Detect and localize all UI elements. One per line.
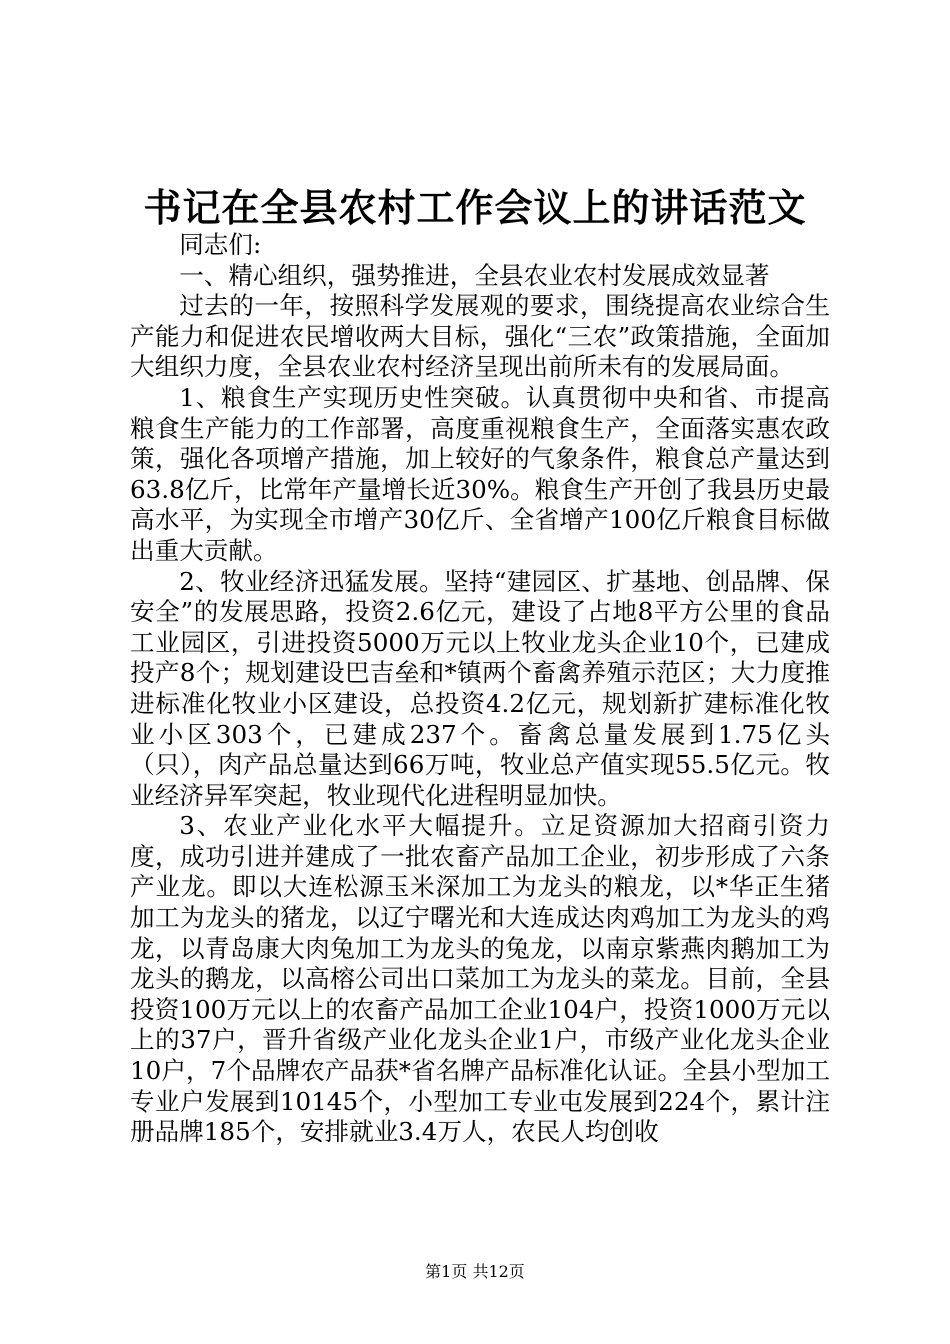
body-paragraph: 1、粮食生产实现历史性突破。认真贯彻中央和省、市提高粮食生产能力的工作部署，高度重视粮食生产，全面落实惠农政策，强化各项增产措施，加上较好的气象条件，粮食总产量达到63.8亿斤，比常年产量增长近30%。粮食生产开创了我县历史最高水平，为实现全市增产30亿斤、全省增产100亿斤粮食目标做出重大贡献。: [130, 382, 830, 565]
greeting-paragraph: 同志们:: [179, 230, 262, 259]
page-number-footer: 第1页 共12页: [425, 1262, 525, 1281]
body-paragraph: 过去的一年，按照科学发展观的要求，围绕提高农业综合生产能力和促进农民增收两大目标，强化“三农”政策措施，全面加大组织力度，全县农业农村经济呈现出前所未有的发展局面。: [130, 291, 830, 382]
document-title: 书记在全县农村工作会议上的讲话范文: [143, 185, 807, 230]
section-heading: 一、精心组织，强势推进，全县农业农村发展成效显著: [179, 260, 770, 290]
body-paragraph: 3、农业产业化水平大幅提升。立足资源加大招商引资力度，成功引进并建成了一批农畜产品加工企业，初步形成了六条产业龙。即以大连松源玉米深加工为龙头的粮龙，以*华正生猪加工为龙头的猪龙，以辽宁曙光和大连成达肉鸡加工为龙头的鸡龙，以青岛康大肉兔加工为龙头的兔龙，以南京紫燕肉鹅加工为龙头的鹅龙，以高榕公司出口菜加工为龙头的菜龙。目前，全县投资100万元以上的农畜产品加工企业104户，投资1000万元以上的37户，晋升省级产业化龙头企业1户，市级产业化龙头企业10户，7个品牌农产品获*省名牌产品标准化认证。全县小型加工专业户发展到10145个，小型加工专业屯发展到224个，累计注册品牌185个，安排就业3.4万人，农民人均创收: [130, 811, 830, 1147]
document-body: [130, 230, 830, 1148]
body-paragraph: 2、牧业经济迅猛发展。坚持“建园区、扩基地、创品牌、保安全”的发展思路，投资2.6亿元，建设了占地8平方公里的食品工业园区，引进投资5000万元以上牧业龙头企业10个，已建成投产8个；规划建设巴吉垒和*镇两个畜禽养殖示范区；大力度推进标准化牧业小区建设，总投资4.2亿元，规划新扩建标准化牧业小区303个，已建成237个。畜禽总量发展到1.75亿头（只），肉产品总量达到66万吨，牧业总产值实现55.5亿元。牧业经济异军突起，牧业现代化进程明显加快。: [130, 566, 830, 810]
